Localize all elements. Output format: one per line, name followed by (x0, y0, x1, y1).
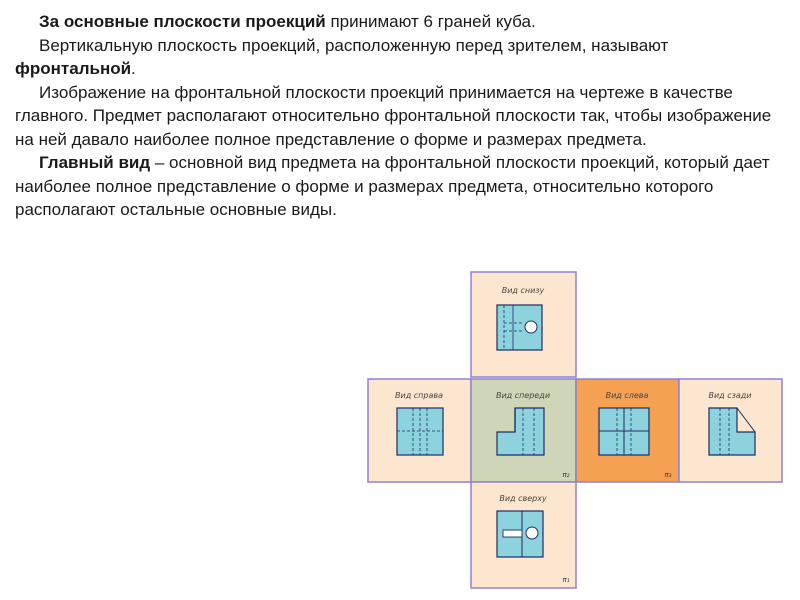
paragraph-4: Главный вид – основной вид предмета на фронтальной плоскости проекций, который дает наиболее полное представление о форме и размерах предмета, относительно которого располагают остальные основные виды. (15, 153, 770, 219)
panel-bottom-view (471, 272, 576, 377)
panel-right-view (368, 379, 471, 482)
paragraph-1: За основные плоскости проекций принимают 6 граней куба. (39, 12, 536, 31)
panel-back-view (679, 379, 782, 482)
paragraph-2: Вертикальную плоскость проекций, расположенную перед зрителем, называют фронтальной. (15, 35, 669, 78)
label-front-view: Вид спереди (495, 391, 551, 400)
panel-left-view (576, 379, 679, 482)
panel-front-view (471, 379, 576, 482)
label-back-view: Вид сзади (708, 391, 752, 400)
paragraph-3: Изображение на фронтальной плоскости проекций принимается на чертеже в качестве главного. Предмет располагают относительно фронтальной плоскости так, чтобы изображение на ней давало наиболее полное представление о форме и размерах предмета. (15, 82, 772, 149)
label-left-view: Вид слева (605, 391, 649, 400)
plane-front-label: π₂ (562, 471, 570, 479)
plane-left-label: π₃ (664, 471, 672, 479)
plane-top-label: π₁ (562, 576, 570, 584)
label-top-view: Вид сверху (499, 494, 547, 503)
label-bottom-view: Вид снизу (501, 286, 545, 295)
panel-top-view (471, 482, 576, 588)
label-right-view: Вид справа (395, 391, 443, 400)
